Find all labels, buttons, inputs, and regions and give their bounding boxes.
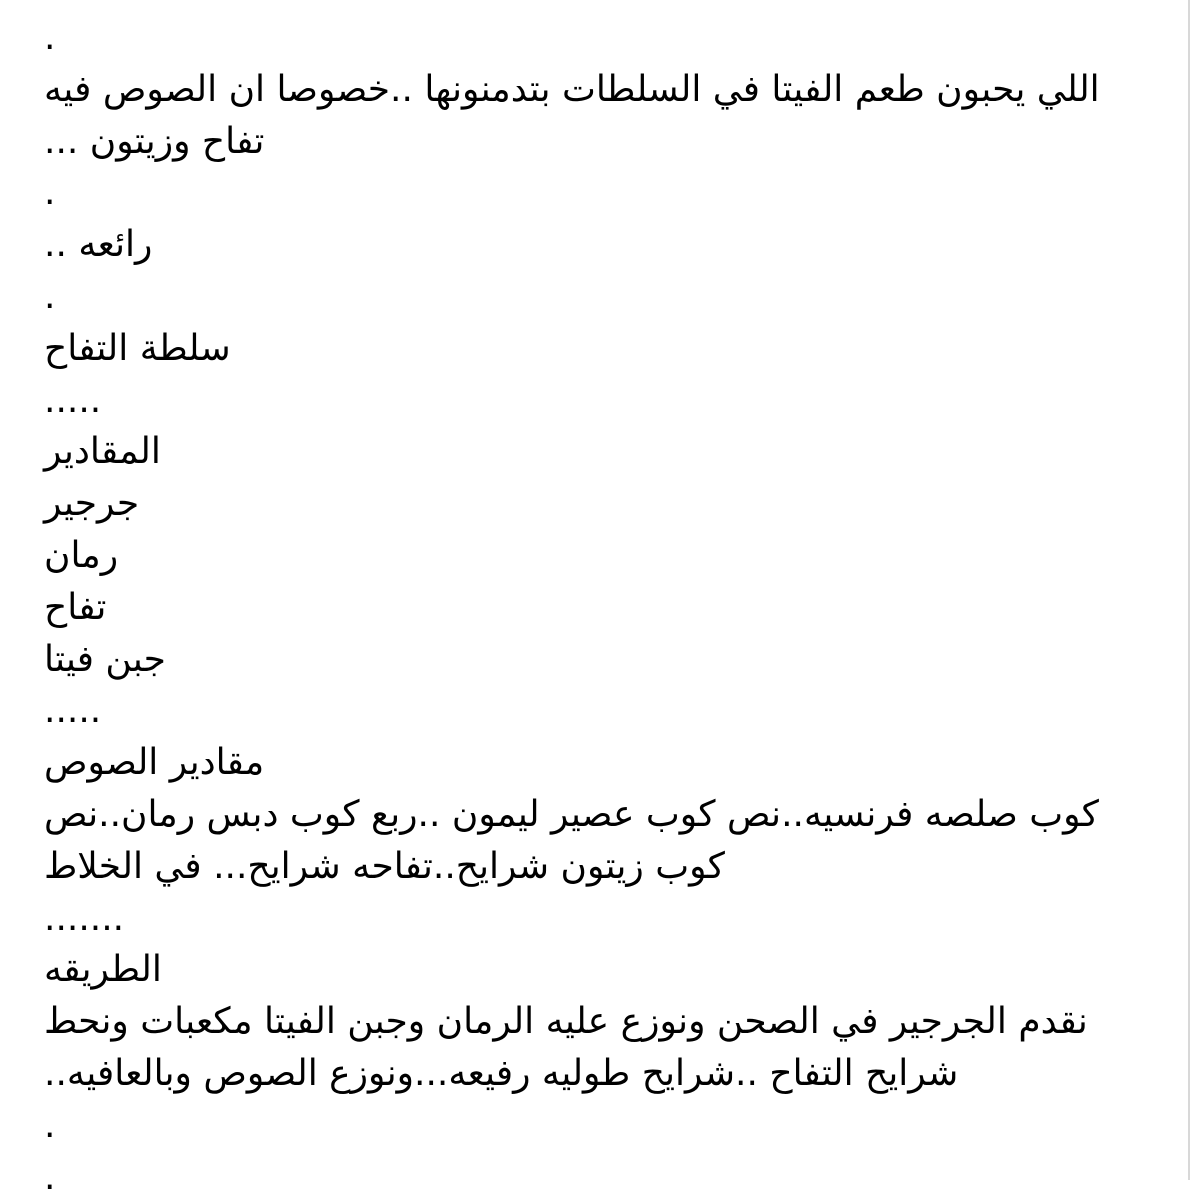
sauce-text: كوب زيتون شرايح..تفاحه شرايح... في الخلاط (44, 845, 725, 887)
note-line: ..... (44, 379, 102, 421)
method-heading: الطريقه (44, 949, 162, 991)
note-line: ..... (44, 690, 102, 732)
note-line: اللي يحبون طعم الفيتا في السلطات بتدمنونها ..خصوصا ان الصوص فيه (44, 68, 1100, 110)
ingredient-item: رمان (44, 534, 119, 576)
note-text (44, 12, 1124, 1203)
sauce-heading: مقادير الصوص (44, 742, 265, 784)
note-line: . (44, 1156, 56, 1198)
note-line: رائعه .. (44, 224, 153, 266)
ingredient-item: جرجير (44, 483, 140, 525)
note-line: . (44, 172, 56, 214)
ingredient-item: تفاح (44, 586, 107, 628)
ingredient-item: جبن فيتا (44, 638, 166, 680)
note-line: . (44, 17, 56, 58)
note-line: ....... (44, 897, 125, 939)
recipe-title: سلطة التفاح (44, 327, 231, 369)
method-text: نقدم الجرجير في الصحن ونوزع عليه الرمان وجبن الفيتا مكعبات ونحط (44, 1001, 1088, 1043)
note-line: . (44, 1104, 56, 1146)
method-text: شرايح التفاح ..شرايح طوليه رفيعه...ونوزع الصوص وبالعافيه.. (44, 1052, 959, 1094)
ingredients-heading: المقادير (44, 431, 161, 473)
note-line: . (44, 275, 56, 317)
note-line: تفاح وزيتون ... (44, 120, 265, 162)
sauce-text: كوب صلصه فرنسيه..نص كوب عصير ليمون ..ربع كوب دبس رمان..نص (44, 793, 1099, 835)
